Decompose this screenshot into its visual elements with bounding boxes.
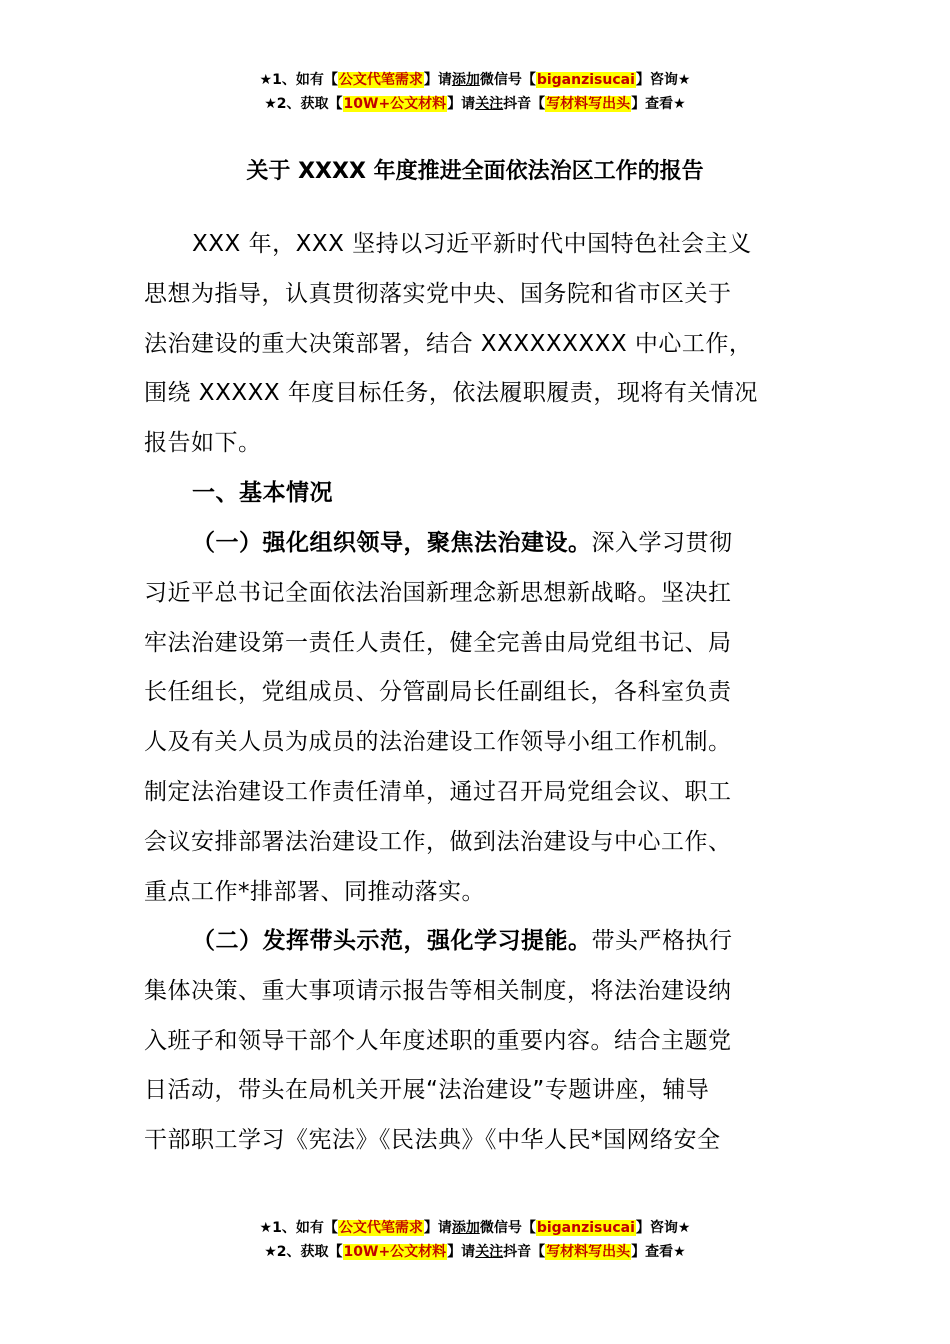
text-line: 法治建设的重大决策部署，结合 XXXXXXXXX 中心工作， [144, 330, 753, 357]
section-heading: 一、基本情况 [192, 480, 333, 506]
item-1-paragraph [144, 519, 808, 917]
banner-text: 抖音【 [503, 96, 546, 112]
item-2-first-text: 带头严格执行 [591, 928, 733, 954]
text-line: 集体决策、重大事项请示报告等相关制度，将法治建设纳 [144, 977, 732, 1004]
banner-underline: 关注 [475, 1244, 504, 1260]
banner-text: 】请 [423, 1220, 452, 1236]
banner-highlight: 写材料写出头 [546, 1244, 631, 1260]
banner-highlight: 10W+公文材料 [343, 96, 447, 112]
bottom-banner [0, 1216, 950, 1264]
banner-highlight: 公文代笔需求 [338, 72, 423, 88]
text-line: 重点工作*排部署、同推动落实。 [144, 878, 485, 905]
banner-highlight: 写材料写出头 [546, 96, 631, 112]
banner-line-2 [0, 1240, 950, 1264]
banner-underline: 关注 [475, 96, 504, 112]
banner-underline: 添加 [451, 1220, 480, 1236]
text-line [144, 917, 808, 967]
banner-text: ★2、获取【 [264, 1244, 343, 1260]
banner-text: ★1、如有【 [259, 1220, 338, 1236]
text-line: 习近平总书记全面依法治国新理念新思想新战略。坚决扛 [144, 579, 732, 606]
text-line: 围绕 XXXXX 年度目标任务，依法履职履责，现将有关情况 [144, 380, 758, 407]
banner-text: 】咨询★ [635, 1220, 691, 1236]
text-line: 制定法治建设工作责任清单，通过召开局党组会议、职工 [144, 778, 732, 805]
intro-paragraph [144, 220, 808, 469]
banner-text: 抖音【 [503, 1244, 546, 1260]
banner-line-1 [0, 1216, 950, 1240]
text-line: 报告如下。 [144, 430, 262, 457]
banner-text: ★1、如有【 [259, 72, 338, 88]
item-1-first-text: 深入学习贯彻 [591, 530, 733, 556]
text-line: 牢法治建设第一责任人责任，健全完善由局党组书记、局 [144, 629, 732, 656]
banner-text: 】请 [447, 1244, 476, 1260]
banner-underline: 添加 [451, 72, 480, 88]
banner-highlight: 公文代笔需求 [338, 1220, 423, 1236]
banner-text: 】查看★ [631, 96, 686, 112]
banner-text: 】咨询★ [635, 72, 691, 88]
text-line [144, 519, 808, 569]
banner-text: 】查看★ [631, 1244, 686, 1260]
banner-text: 】请 [423, 72, 452, 88]
banner-line-2 [0, 92, 950, 116]
banner-text: 微信号【 [479, 72, 536, 88]
item-1-heading: （一）强化组织领导，聚焦法治建设。 [192, 530, 592, 556]
item-2-heading: （二）发挥带头示范，强化学习提能。 [192, 928, 592, 954]
text-line: 会议安排部署法治建设工作，做到法治建设与中心工作、 [144, 828, 732, 855]
document-title: 关于 XXXX 年度推进全面依法治区工作的报告 [246, 159, 704, 184]
text-line: 干部职工学习《宪法》《民法典》《中华人民*国网络安全 [144, 1127, 721, 1154]
text-line: 入班子和领导干部个人年度述职的重要内容。结合主题党 [144, 1027, 732, 1054]
banner-text: ★2、获取【 [264, 96, 343, 112]
banner-highlight: biganzisucai [536, 72, 635, 88]
banner-highlight: biganzisucai [536, 1220, 635, 1236]
text-line: 日活动，带头在局机关开展“法治建设”专题讲座，辅导 [144, 1077, 710, 1104]
item-2-paragraph [144, 917, 808, 1166]
text-line: 长任组长，党组成员、分管副局长任副组长，各科室负责 [144, 679, 732, 706]
banner-line-1 [0, 68, 950, 92]
banner-highlight: 10W+公文材料 [343, 1244, 447, 1260]
banner-text: 】请 [447, 96, 476, 112]
banner-text: 微信号【 [479, 1220, 536, 1236]
text-line: XXX 年，XXX 坚持以习近平新时代中国特色社会主义 [192, 231, 752, 257]
text-line: 思想为指导，认真贯彻落实党中央、国务院和省市区关于 [144, 280, 732, 307]
text-line: 人及有关人员为成员的法治建设工作领导小组工作机制。 [144, 729, 732, 756]
top-banner [0, 68, 950, 116]
section-heading-block [144, 469, 808, 519]
